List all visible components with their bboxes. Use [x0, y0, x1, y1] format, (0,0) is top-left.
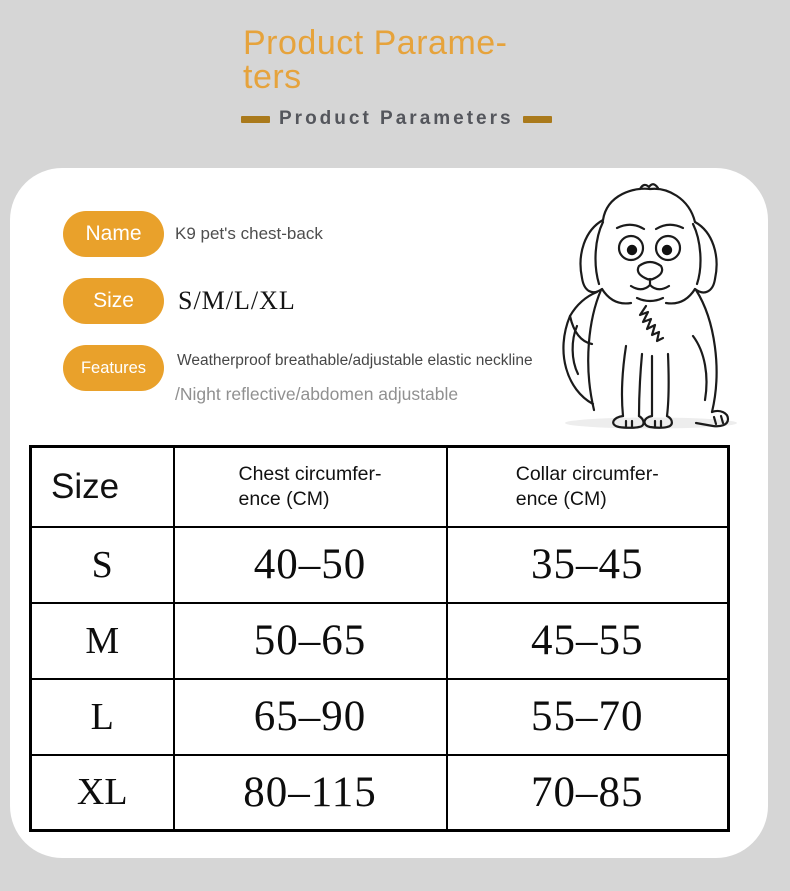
column-header-collar: Collar circumfer- ence (CM) [447, 447, 729, 527]
page-title-line2: ters [243, 58, 302, 96]
collar-range: 35–45 [447, 527, 729, 603]
size-pill: Size [63, 278, 164, 324]
size-label: L [31, 679, 174, 755]
table-row-m [31, 603, 729, 679]
table-row-l [31, 679, 729, 755]
column-header-size: Size [31, 447, 174, 527]
features-value-line2: /Night reflective/abdomen adjustable [175, 384, 459, 404]
left-dash-decoration [241, 116, 270, 123]
subtitle-text: Product Parameters [279, 108, 514, 129]
collar-range: 45–55 [447, 603, 729, 679]
table-row-s [31, 527, 729, 603]
table-header-row [31, 447, 729, 527]
parameters-card [10, 168, 768, 858]
chest-range: 65–90 [174, 679, 447, 755]
page-title-line1: Product Parame- [243, 24, 508, 62]
table-row-xl [31, 755, 729, 831]
size-label: S [31, 527, 174, 603]
column-header-chest: Chest circumfer- ence (CM) [174, 447, 447, 527]
collar-range: 55–70 [447, 679, 729, 755]
features-pill: Features [63, 345, 164, 391]
puppy-illustration [547, 176, 752, 431]
page-title [243, 26, 508, 94]
right-dash-decoration [523, 116, 552, 123]
collar-range: 70–85 [447, 755, 729, 831]
size-value: S/M/L/XL [178, 286, 296, 315]
size-label: XL [31, 755, 174, 831]
name-value: K9 pet's chest-back [175, 224, 323, 243]
size-label: M [31, 603, 174, 679]
features-value [177, 352, 533, 405]
chest-range: 50–65 [174, 603, 447, 679]
chest-range: 80–115 [174, 755, 447, 831]
size-chart-table [29, 445, 730, 832]
chest-range: 40–50 [174, 527, 447, 603]
features-value-line1: Weatherproof breathable/adjustable elastic neckline [177, 352, 533, 369]
name-pill: Name [63, 211, 164, 257]
section-subtitle [241, 108, 552, 130]
